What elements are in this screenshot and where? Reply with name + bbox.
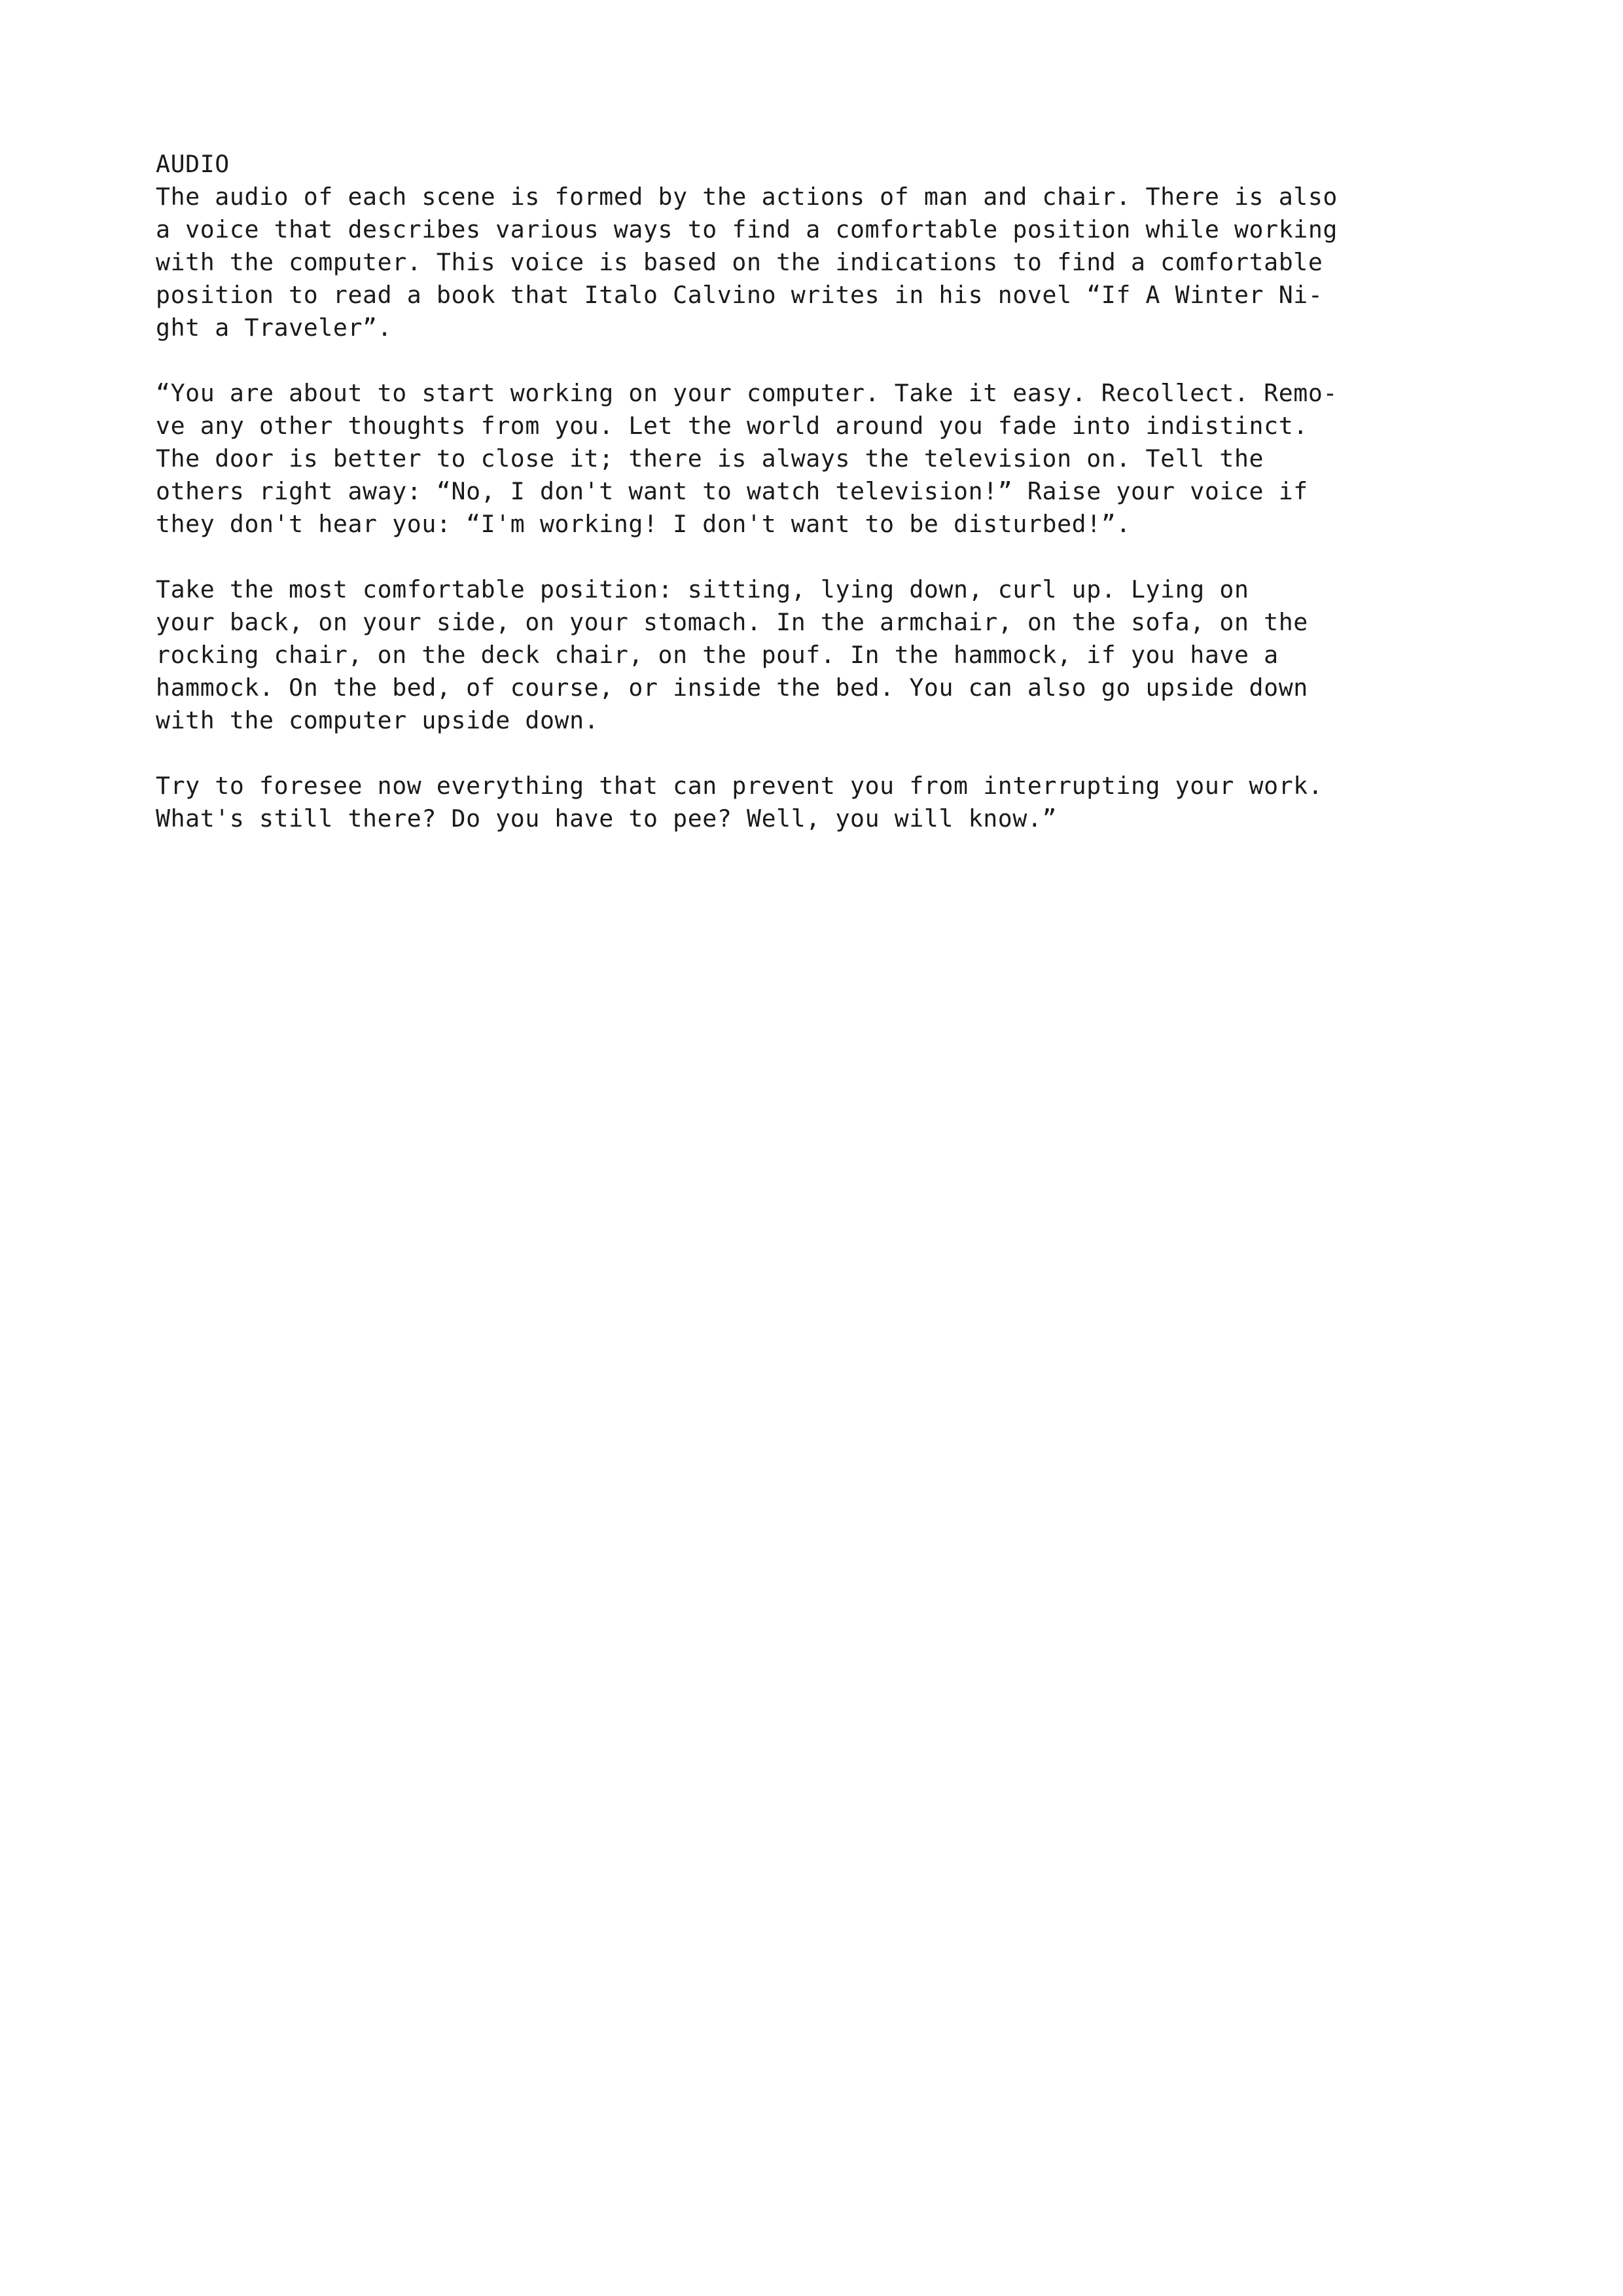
paragraph-foresee (156, 770, 1530, 835)
paragraph-positions (156, 573, 1530, 737)
paragraph-quote-start (156, 377, 1530, 541)
document-body (156, 148, 1530, 868)
text-line: rocking chair, on the deck chair, on the pouf. In the hammock, if you have a (156, 641, 1279, 669)
text-line: with the computer. This voice is based on the indications to find a comfortable (156, 248, 1323, 276)
text-line: What's still there? Do you have to pee? Well, you will know.” (156, 804, 1058, 833)
text-line: position to read a book that Italo Calvino writes in his novel “If A Winter Ni- (156, 281, 1323, 309)
text-line: your back, on your side, on your stomach. In the armchair, on the sofa, on the (156, 608, 1308, 636)
text-line: Try to foresee now everything that can prevent you from interrupting your work. (156, 772, 1323, 800)
text-line: with the computer upside down. (156, 706, 599, 734)
text-line: they don't hear you: “I'm working! I don't want to be disturbed!”. (156, 510, 1131, 538)
text-line: “You are about to start working on your computer. Take it easy. Recollect. Remo- (156, 379, 1338, 407)
text-line: ve any other thoughts from you. Let the world around you fade into indistinct. (156, 412, 1308, 440)
paragraph-intro (156, 181, 1530, 344)
text-line: ght a Traveler”. (156, 314, 393, 342)
text-line: The audio of each scene is formed by the actions of man and chair. There is also (156, 183, 1338, 211)
text-line: Take the most comfortable position: sitting, lying down, curl up. Lying on (156, 575, 1249, 603)
section-heading: AUDIO (156, 150, 230, 178)
text-line: a voice that describes various ways to find a comfortable position while working (156, 215, 1338, 243)
text-line: hammock. On the bed, of course, or inside the bed. You can also go upside down (156, 673, 1308, 702)
text-line: The door is better to close it; there is always the television on. Tell the (156, 444, 1264, 473)
text-line: others right away: “No, I don't want to watch television!” Raise your voice if (156, 477, 1308, 505)
